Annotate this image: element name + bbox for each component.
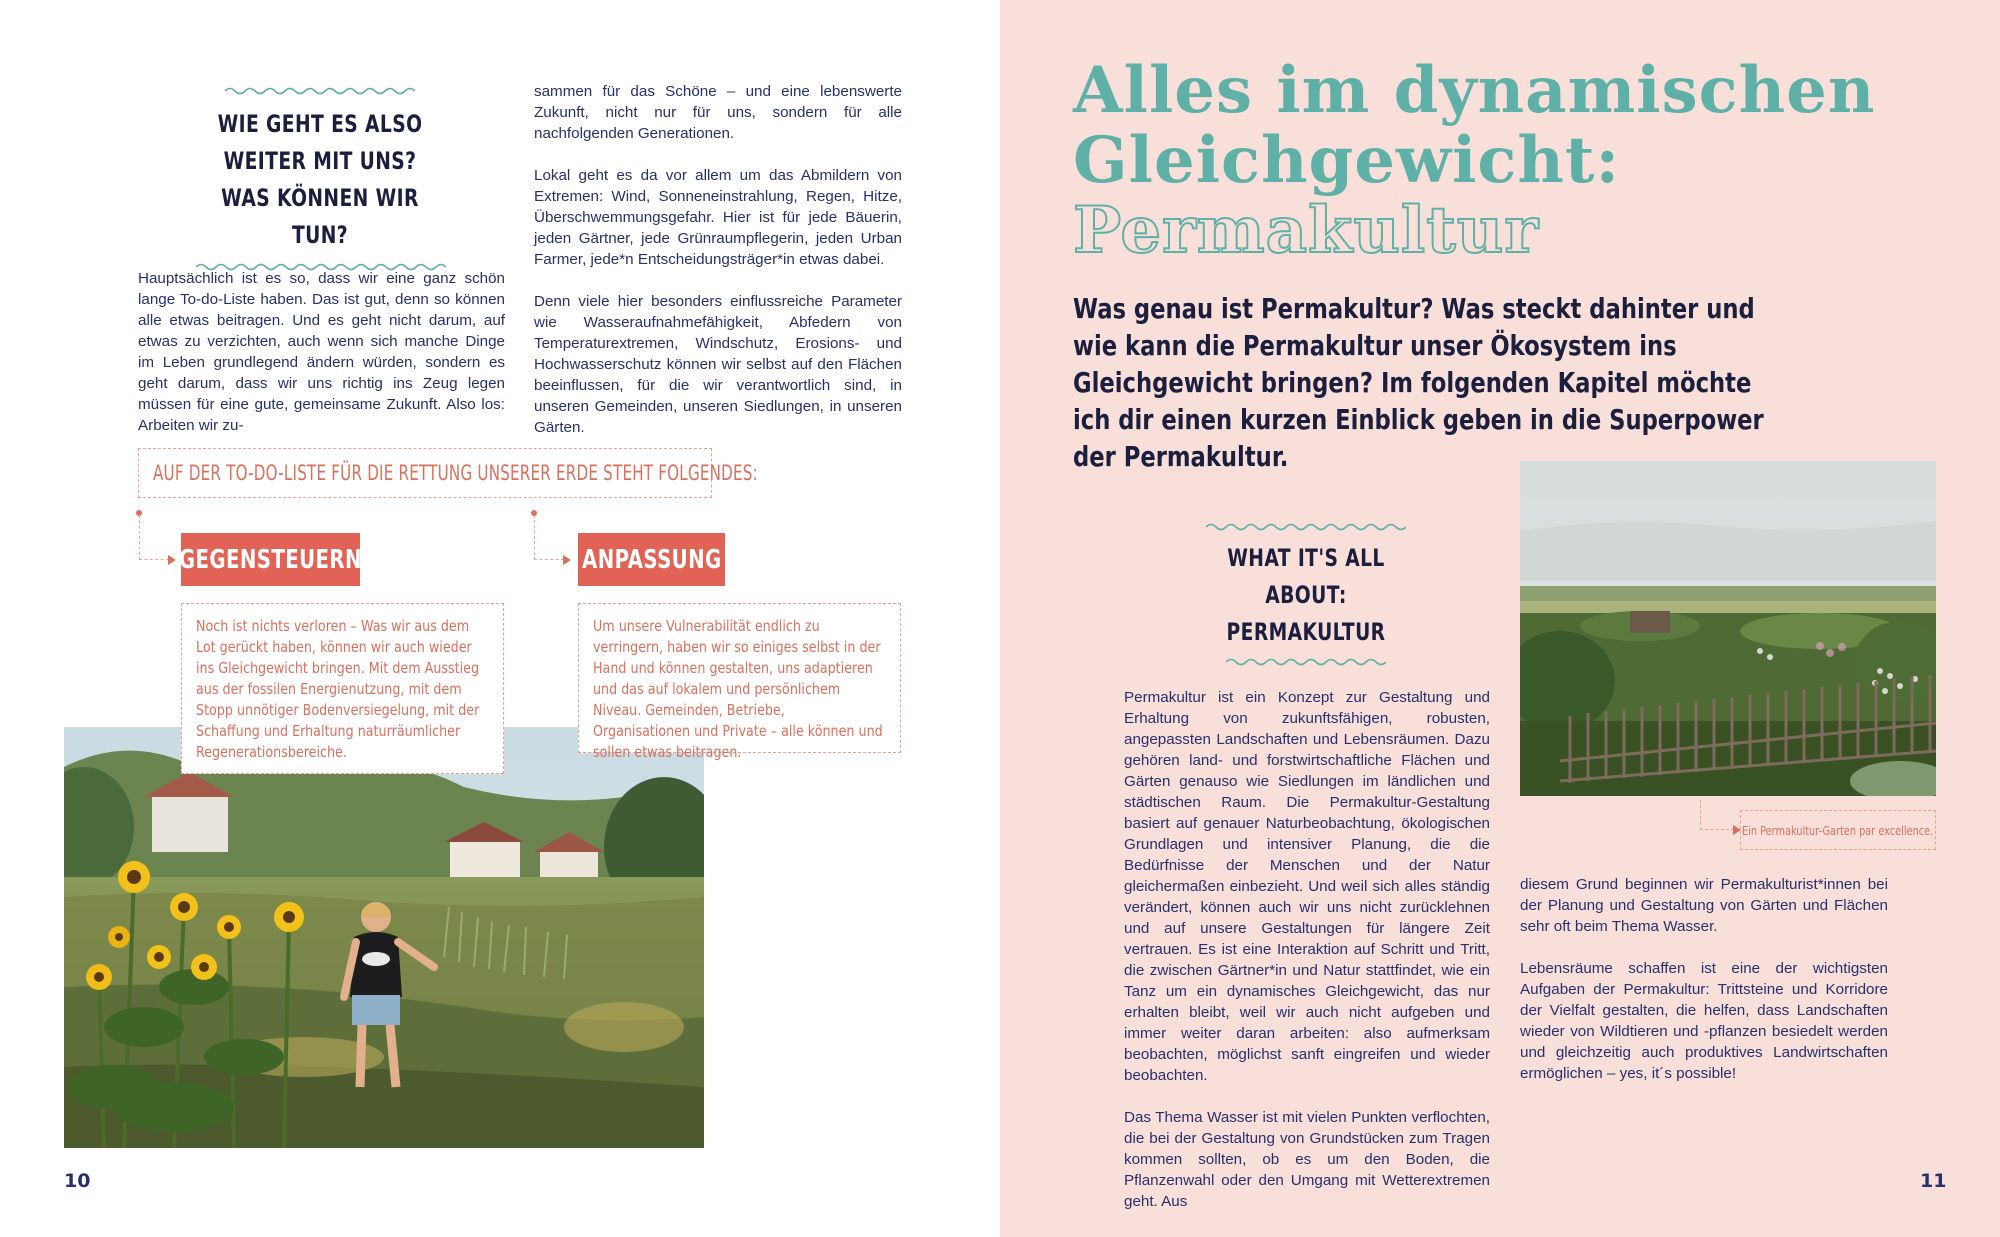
left-section-heading <box>170 86 470 272</box>
chapter-lead: Was genau ist Permakultur? Was steckt dahinter und wie kann die Permakultur unser Ökosystem ins Gleichgewicht bringen? Im folgenden Kapitel möchte ich dir einen kurzen Einblick geben in die Superpower der Permakultur. <box>1073 292 1764 473</box>
garden-photo-illustration <box>64 727 704 1148</box>
photo-caption-box <box>1740 810 1936 850</box>
chapter-title-line-3: Permakultur <box>1073 193 1540 268</box>
left-column-2 <box>534 81 902 459</box>
garden-photo-woman <box>64 727 704 1148</box>
left-heading-line-3: WAS KÖNNEN WIR TUN? <box>221 184 419 249</box>
note-card-anpassung <box>578 603 901 761</box>
tag-gegensteuern-label: GEGENSTEUERN <box>178 544 363 575</box>
right-heading-line-2: PERMAKULTUR <box>1226 618 1386 646</box>
chapter-title-line-2: Gleichgewicht: <box>1073 123 1621 198</box>
chapter-title <box>1073 53 1973 268</box>
left-heading-line-2: WEITER MIT UNS? <box>223 147 417 175</box>
right-col1-paragraph-2: Das Thema Wasser ist mit vielen Punkten verflochten, die bei der Gestaltung von Grundstücken zum Tragen kommen sollten, ob es um den Boden, die Pflanzenwahl oder den Umgang mit Wetterextremen geht. Aus <box>1124 1109 1490 1210</box>
right-heading-line-1: WHAT IT'S ALL ABOUT: <box>1227 544 1385 609</box>
right-column-1 <box>1124 687 1490 1233</box>
page-number-right: 11 <box>1920 1170 1947 1192</box>
wave-divider-bottom-right <box>1226 657 1386 667</box>
tag-anpassung-label: ANPASSUNG <box>581 544 722 575</box>
todo-list-label: AUF DER TO-DO-LISTE FÜR DIE RETTUNG UNSERER ERDE STEHT FOLGENDES: <box>153 461 758 485</box>
left-column-1 <box>138 268 505 457</box>
connector-arrow-2 <box>563 555 571 565</box>
photo-caption: Ein Permakultur-Garten par excellence. <box>1742 822 1934 838</box>
left-col2-paragraph-3: Denn viele hier besonders einflussreiche Parameter wie Wasseraufnahmefähigkeit, Abfedern von Temperaturextremen, Windschutz, Erosions- und Hochwasserschutz können wir selbst auf den Flächen beeinflussen, für die wir verantwortlich sind, in unseren Gemeinden, unseren Siedlungen, in unseren Gärten. <box>534 293 902 436</box>
permaculture-garden-photo <box>1520 461 1936 796</box>
note-card-anpassung-text: Um unsere Vulnerabilität endlich zu verringern, haben wir so einiges selbst in der Hand und können gestalten, uns adaptieren und das auf lokalem und persönlichem Niveau. Gemeinden, Betriebe, Organisationen und Private – alle können und sollen etwas beitragen. <box>593 617 883 761</box>
wave-divider-top-right <box>1206 522 1406 532</box>
right-col2-paragraph-2: Lebensräume schaffen ist eine der wichtigsten Aufgaben der Permakultur: Trittsteine und Korridore der Vielfalt gestalten, die helfen, dass Landschaften wieder von Wildtieren und -pflanzen besiedelt werden und gleichzeitig auch produktives Landwirtschaften ermöglichen – yes, it´s possible! <box>1520 960 1888 1082</box>
connector-arrow-1 <box>168 555 176 565</box>
todo-list-label-box <box>138 448 758 498</box>
connector-line-1 <box>139 515 169 560</box>
permaculture-garden-illustration <box>1520 461 1936 796</box>
right-col1-paragraph-1: Permakultur ist ein Konzept zur Gestaltung und Erhaltung von zukunftsfähigen, robusten, angepassten Landschaften und Lebensräumen. Dazu gehören land- und forstwirtschaftliche Flächen und Gärten genauso wie Siedlungen im ländlichen und städtischen Raum. Die Permakultur-Gestaltung basiert auf genauer Naturbeobachtung, ökologischen Grundlagen und intensiver Planung, die die Bedürfnisse der Menschen und der Natur gleichermaßen einbezieht. Und weil sich alles ständig verändert, können auch wir uns nicht zurücklehnen und auf unsere Gestaltungen für längere Zeit vertrauen. Es ist eine Interaktion auf Schritt und Tritt, die zwischen Gärtner*in und Natur stattfindet, wie ein Tanz um ein dynamisches Gleichgewicht, das nur erhalten bleibt, weil wir auch nicht aufgeben und immer weiter daran arbeiten: also aufmerksam beobachten, möglichst sanft eingreifen und wieder beobachten. <box>1124 689 1490 1084</box>
wave-divider-top <box>225 86 415 96</box>
left-heading-line-1: WIE GEHT ES ALSO <box>217 110 423 138</box>
left-col2-paragraph-1: sammen für das Schöne – und eine lebenswerte Zukunft, nicht nur für uns, sondern für alle nachfolgenden Generationen. <box>534 83 902 142</box>
right-col2-paragraph-1: diesem Grund beginnen wir Permakulturist*innen bei der Planung und Gestaltung von Gärten und Flächen sehr oft beim Thema Wasser. <box>1520 876 1888 935</box>
page-number-left: 10 <box>64 1170 91 1192</box>
note-card-gegensteuern-text: Noch ist nichts verloren – Was wir aus dem Lot gerückt haben, können wir auch wieder ins Gleichgewicht bringen. Mit dem Ausstieg aus der fossilen Energienutzung, mit dem Stopp unnötiger Bodenversiegelung, mit der Schaffung und Erhaltung naturräumlicher Regenerationsbereiche. <box>196 617 480 761</box>
right-column-2 <box>1520 874 1888 1105</box>
caption-connector-line <box>1700 800 1734 830</box>
tag-anpassung <box>578 533 725 586</box>
left-col1-paragraph: Hauptsächlich ist es so, dass wir eine ganz schön lange To-do-Liste haben. Das ist gut, denn so können alle etwas beitragen. Und es geht nicht darum, auf etwas zu verzichten, auch wenn sich manche Dinge im Leben grundlegend ändern würden, sondern es geht darum, dass wir uns richtig ins Zeug legen müssen für eine gute, gemeinsame Zukunft. Also los: Arbeiten wir zu- <box>138 270 505 434</box>
note-card-gegensteuern <box>181 603 504 774</box>
chapter-title-line-1: Alles im dynamischen <box>1073 53 1876 128</box>
tag-gegensteuern <box>178 533 363 586</box>
right-section-heading <box>1180 522 1432 667</box>
connector-line-2 <box>534 515 564 560</box>
left-col2-paragraph-2: Lokal geht es da vor allem um das Abmildern von Extremen: Wind, Sonneneinstrahlung, Regen, Hitze, Überschwemmungsgefahr. Hier ist für jede Bäuerin, jeden Gärtner, jede Grünraumpflegerin, jeden Urban Farmer, jede*n Entscheidungsträger*in etwas dabei. <box>534 167 902 268</box>
